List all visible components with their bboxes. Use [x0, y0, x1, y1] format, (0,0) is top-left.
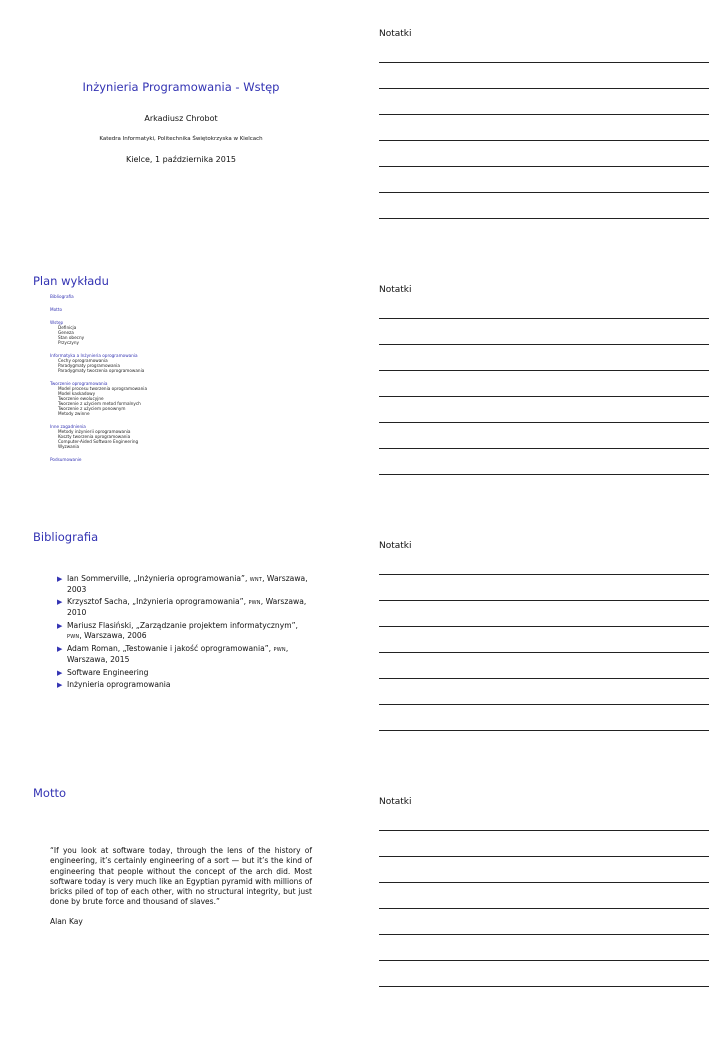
note-line — [379, 344, 709, 345]
bib-text-end: , Warszawa, 2010 — [67, 597, 307, 617]
publisher: pwn — [273, 644, 286, 654]
bibliography-item — [57, 680, 315, 691]
toc-section[interactable]: Wstęp — [50, 320, 64, 325]
notes-panel-1 — [379, 25, 709, 275]
toc-subsection[interactable]: Tworzenie ewolucyjne — [58, 396, 104, 401]
bullet-arrow-icon: ▶ — [57, 668, 63, 677]
toc-section[interactable]: Bibliografia — [50, 294, 74, 299]
table-of-contents — [50, 294, 147, 462]
publisher: wnt — [249, 574, 263, 583]
toc-subsection[interactable]: Metody zwinne — [58, 411, 90, 416]
outline-slide — [22, 272, 340, 522]
toc-section[interactable]: Podsumowanie — [50, 457, 82, 462]
slide-title: Plan wykładu — [33, 274, 109, 288]
note-line — [379, 882, 709, 883]
note-line — [379, 218, 709, 219]
notes-label: Notatki — [379, 285, 412, 295]
bibliography-item — [57, 597, 315, 618]
note-line — [379, 704, 709, 705]
bibliography-item — [57, 574, 315, 595]
note-line — [379, 166, 709, 167]
slide-title: Motto — [33, 786, 67, 800]
bibliography-item — [57, 621, 315, 642]
notes-label: Notatki — [379, 541, 412, 551]
notes-label: Notatki — [379, 797, 412, 807]
toc-subsection[interactable]: Stan obecny — [58, 335, 85, 340]
slide-title: Bibliografia — [33, 530, 99, 544]
bib-text: Krzysztof Sacha, „Inżynieria oprogramowania”, — [67, 597, 249, 607]
note-line — [379, 396, 709, 397]
note-line — [379, 678, 709, 679]
note-line — [379, 830, 709, 831]
bib-text: Adam Roman, „Testowanie i jakość oprogramowania”, — [67, 644, 274, 654]
toc-subsection[interactable]: Tworzenie z użyciem metod formalnych — [58, 401, 141, 406]
publisher: pwn — [67, 631, 80, 641]
presentation-title: Inżynieria Programowania - Wstęp — [82, 80, 280, 94]
bullet-arrow-icon: ▶ — [57, 681, 63, 690]
note-line — [379, 626, 709, 627]
toc-subsection[interactable]: Przyczyny — [58, 340, 79, 345]
note-line — [379, 908, 709, 909]
toc-subsection[interactable]: Cechy oprogramowania — [58, 358, 108, 363]
bullet-arrow-icon: ▶ — [57, 621, 63, 630]
note-line — [379, 986, 709, 987]
bib-text-end: , Warszawa, 2003 — [67, 574, 308, 594]
toc-subsection[interactable]: Definicja — [58, 325, 77, 330]
note-line — [379, 422, 709, 423]
notes-panel-2 — [379, 281, 709, 531]
author-name: Arkadiusz Chrobot — [144, 114, 218, 123]
toc-subsection[interactable]: Metody inżynierii oprogramowania — [58, 429, 131, 434]
presentation-date: Kielce, 1 października 2015 — [126, 155, 236, 164]
notes-panel-3 — [379, 537, 709, 787]
note-line — [379, 88, 709, 89]
bib-text: Software Engineering — [67, 667, 149, 677]
bib-text-end: , Warszawa, 2006 — [79, 631, 147, 641]
note-line — [379, 140, 709, 141]
toc-subsection[interactable]: Koszty tworzenia oprogramowania — [58, 434, 131, 439]
note-line — [379, 600, 709, 601]
notes-label: Notatki — [379, 29, 412, 39]
toc-section[interactable]: Tworzenie oprogramowania — [50, 381, 108, 386]
title-slide — [22, 0, 340, 250]
bibliography-item — [57, 668, 315, 679]
notes-panel-4 — [379, 793, 709, 1043]
toc-subsection[interactable]: Paradygmaty tworzenia oprogramowania — [58, 368, 145, 373]
bullet-arrow-icon: ▶ — [57, 598, 63, 607]
note-line — [379, 730, 709, 731]
bib-text-end: , Warszawa, 2015 — [67, 644, 289, 664]
note-line — [379, 574, 709, 575]
publisher: pwn — [248, 597, 261, 607]
note-line — [379, 652, 709, 653]
note-line — [379, 474, 709, 475]
note-line — [379, 318, 709, 319]
toc-subsection[interactable]: Geneza — [58, 330, 74, 335]
toc-subsection[interactable]: Computer-Aided Software Engineering — [58, 439, 139, 444]
toc-subsection[interactable]: Wyzwania — [58, 444, 80, 449]
bullet-arrow-icon: ▶ — [57, 575, 63, 583]
toc-subsection[interactable]: Model procesu tworzenia oprogramowania — [58, 386, 148, 391]
motto-quote: “If you look at software today, through the lens of the history of engineering, it’s certainly engineering of a sort — but it’s the kind of engineering that people without the concept of the arch did. Most software today is very much like an Egyptian pyramid with millions of bricks piled of top of each other, with no structural integrity, but just done by brute force and thousand of slaves.” — [50, 846, 312, 907]
bib-text: Inżynieria oprogramowania — [67, 680, 171, 690]
note-line — [379, 960, 709, 961]
note-line — [379, 114, 709, 115]
note-line — [379, 448, 709, 449]
quote-author: Alan Kay — [50, 917, 83, 926]
note-line — [379, 62, 709, 63]
bibliography-item — [57, 644, 315, 665]
toc-subsection[interactable]: Paradygmaty programowania — [58, 363, 120, 368]
note-line — [379, 370, 709, 371]
bullet-arrow-icon: ▶ — [57, 645, 63, 654]
bib-text: Mariusz Flasiński, „Zarządzanie projektem informatycznym”, — [67, 620, 298, 630]
note-line — [379, 192, 709, 193]
bibliography-list — [57, 574, 315, 693]
toc-section[interactable]: Inne zagadnienia — [50, 424, 86, 429]
note-line — [379, 934, 709, 935]
toc-section[interactable]: Informatyka a Inżynieria oprogramowania — [50, 353, 138, 358]
toc-subsection[interactable]: Model kaskadowy — [58, 391, 96, 396]
toc-subsection[interactable]: Tworzenie z użyciem ponownym — [58, 406, 126, 411]
bibliography-slide — [22, 528, 340, 778]
institution: Katedra Informatyki, Politechnika Świętokrzyska w Kielcach — [99, 136, 263, 142]
motto-slide — [22, 784, 340, 1034]
toc-section[interactable]: Motto — [50, 307, 63, 312]
note-line — [379, 856, 709, 857]
bib-text: Ian Sommerville, „Inżynieria oprogramowania”, — [67, 574, 250, 583]
